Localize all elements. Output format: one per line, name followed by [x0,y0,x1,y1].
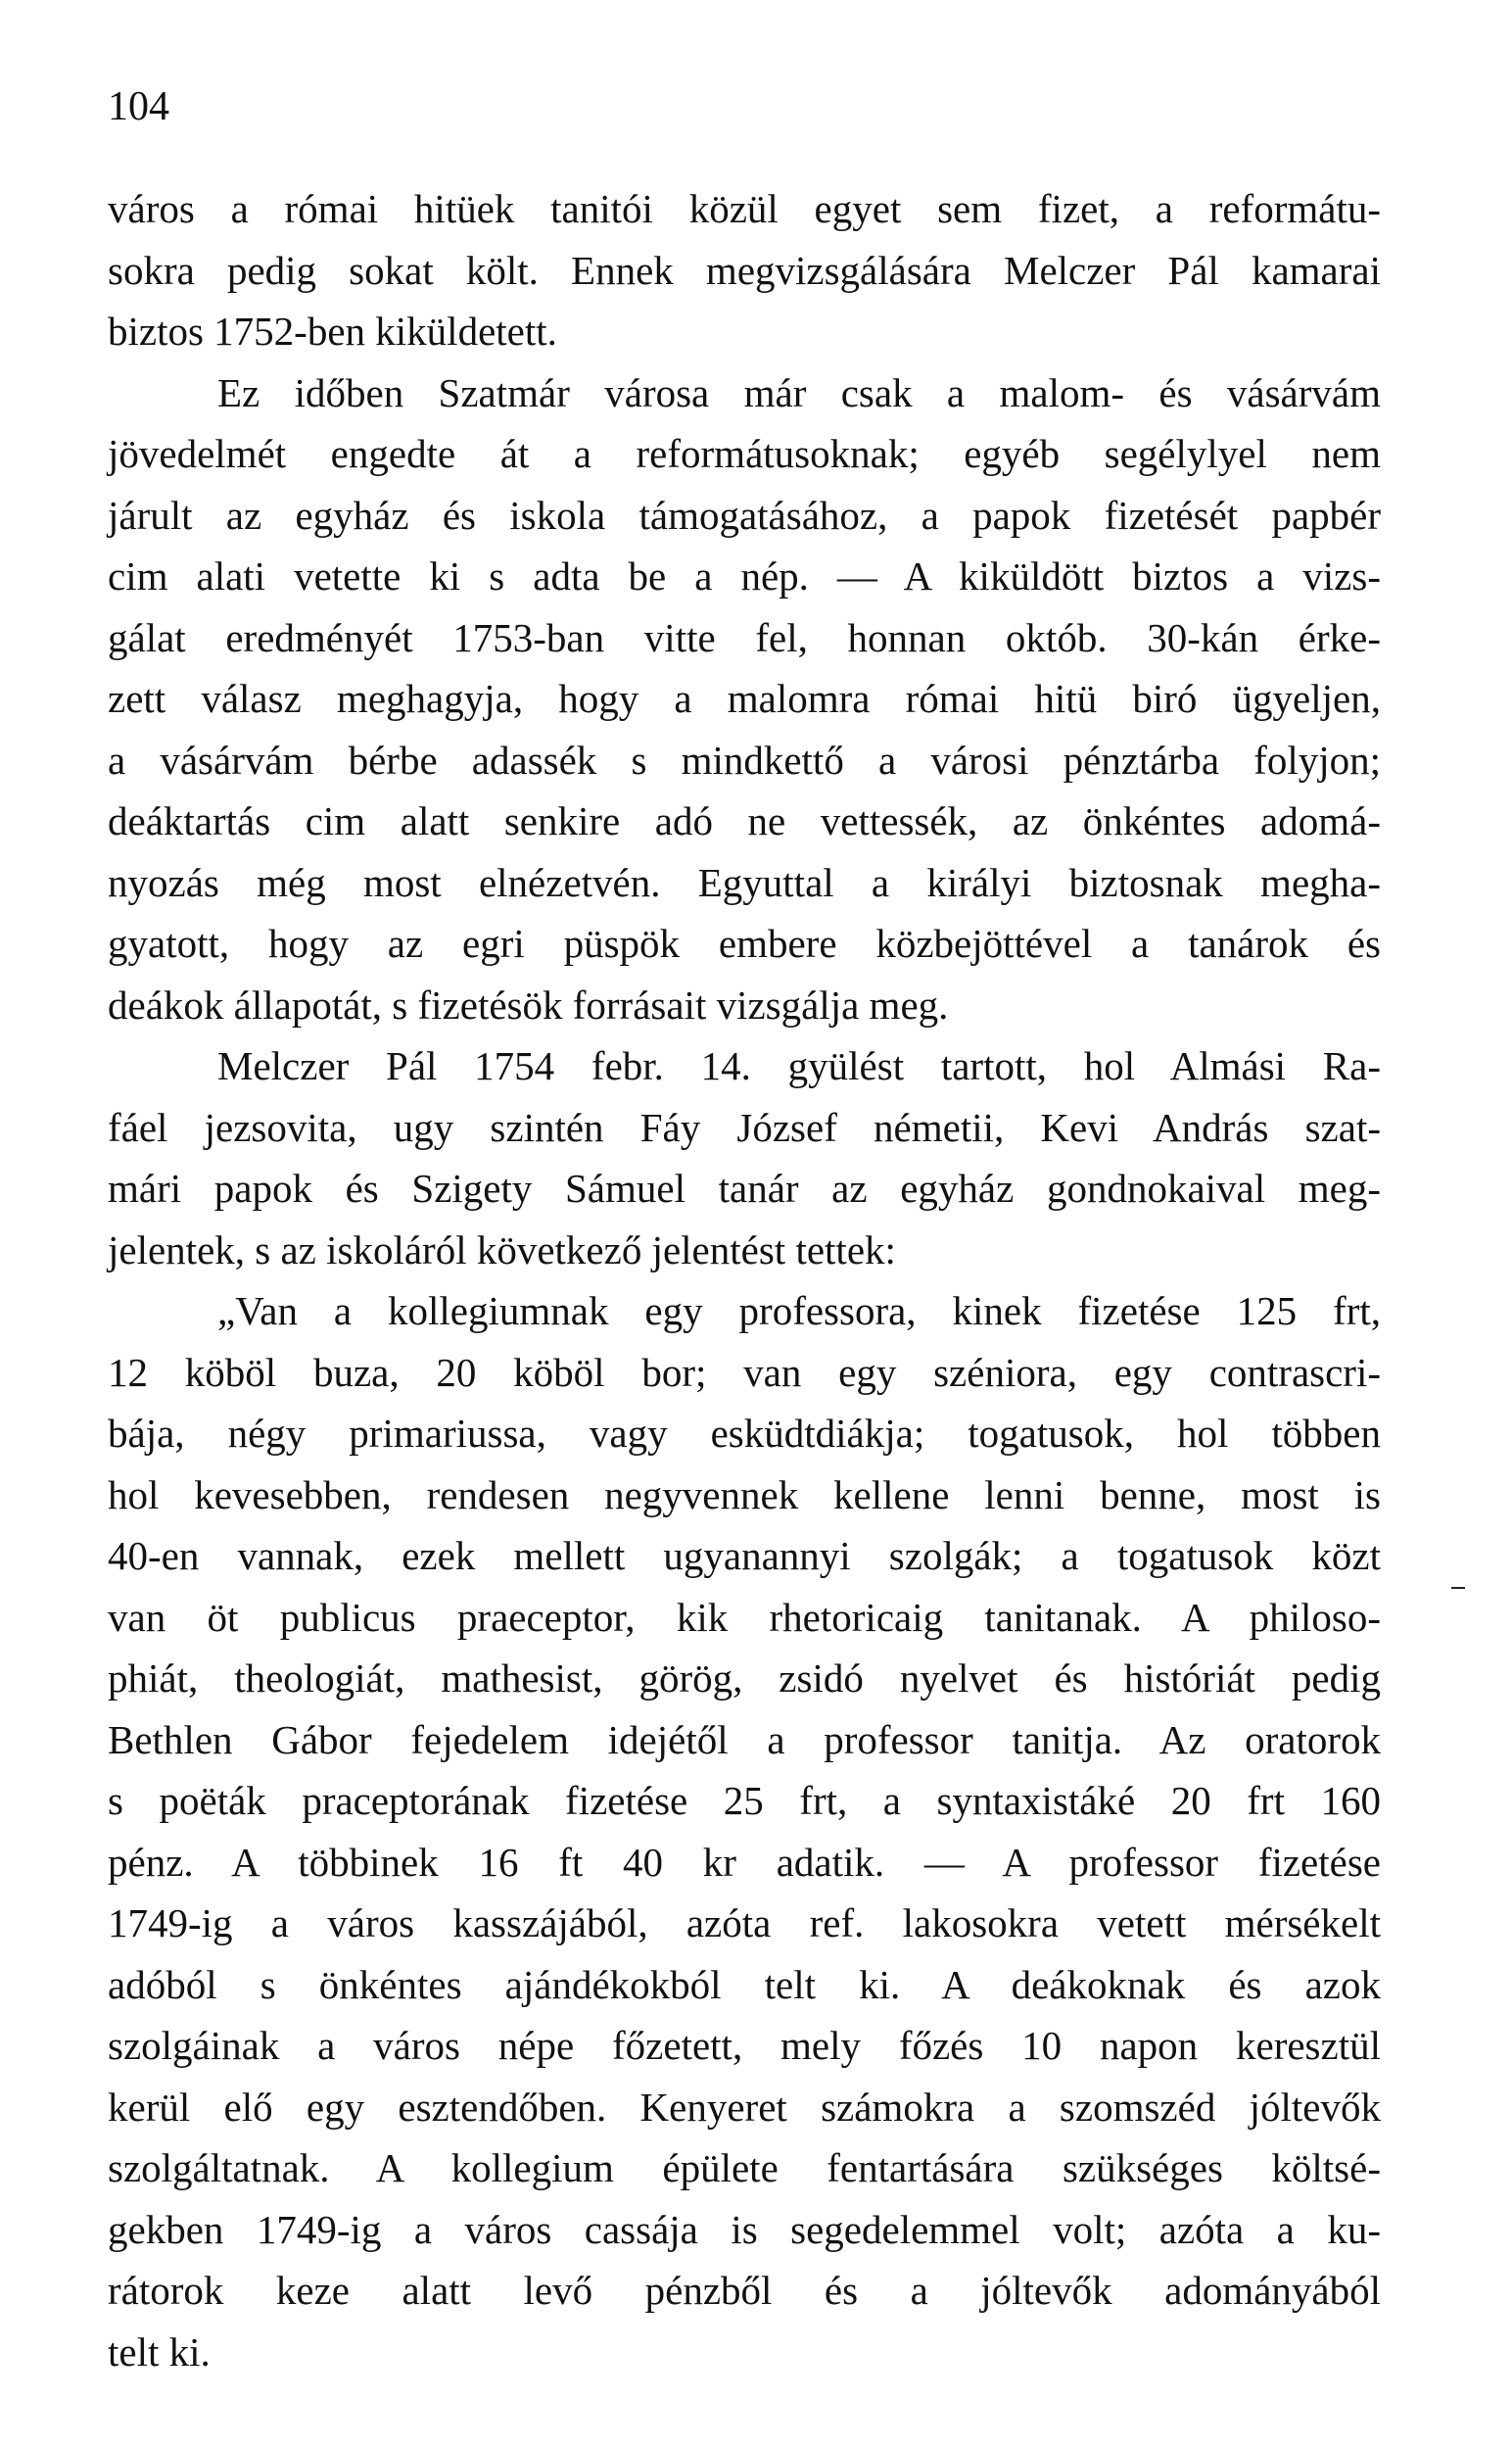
text-line: cim alati vetette ki s adta be a nép. — A kiküldött biztos a vizs- [108,553,1381,599]
text-line: Ez időben Szatmár városa már csak a malom- és vásárvám [217,369,1381,415]
text-line: bája, négy primariussa, vagy esküdtdiákja; togatusok, hol többen [108,1411,1381,1456]
text-line: zett válasz meghagyja, hogy a malomra római hitü biró ügyeljen, [108,676,1381,721]
text-line: kerül elő egy esztendőben. Kenyeret számokra a szomszéd jóltevők [108,2084,1381,2130]
text-line: szolgáinak a város népe főzetett, mely főzés 10 napon keresztül [108,2023,1381,2068]
text-line: hol kevesebben, rendesen negyvennek kellene lenni benne, most is [108,1471,1381,1517]
text-line: fáel jezsovita, ugy szintén Fáy József németii, Kevi András szat- [108,1104,1381,1150]
text-line: járult az egyház és iskola támogatásához, a papok fizetését papbér [108,492,1381,538]
text-line: biztos 1752-ben kiküldetett. [108,309,557,354]
text-line: mári papok és Szigety Sámuel tanár az egyház gondnokaival meg- [108,1166,1381,1211]
text-block [108,178,1381,2382]
text-line: gyatott, hogy az egri püspök embere közbejöttével a tanárok és [108,921,1381,966]
text-line: deákok állapotát, s fizetésök forrásait vizsgálja meg. [108,982,949,1028]
text-line: jelentek, s az iskoláról következő jelentést tettek: [108,1226,896,1272]
text-line: város a római hitüek tanitói közül egyet sem fizet, a reformátu- [108,186,1381,231]
text-line: jövedelmét engedte át a reformátusoknak; egyéb segélylyel nem [108,431,1381,476]
text-line: Bethlen Gábor fejedelem idejétől a professor tanitja. Az oratorok [108,1716,1381,1762]
text-line: rátorok keze alatt levő pénzből és a jóltevők adományából [108,2268,1381,2313]
text-line: telt ki. [108,2328,211,2374]
text-line: „Van a kollegiumnak egy professora, kinek fizetése 125 frt, [217,1288,1381,1333]
text-line: gekben 1749-ig a város cassája is segedelemmel volt; azóta a ku- [108,2206,1381,2252]
text-line: van öt publicus praeceptor, kik rhetoricaig tanitanak. A philoso- [108,1594,1381,1640]
text-line: adóból s önkéntes ajándékokból telt ki. A deákoknak és azok [108,1961,1381,2007]
text-line: szolgáltatnak. A kollegium épülete fentartására szükséges költsé- [108,2145,1381,2190]
page-number: 104 [108,84,169,129]
text-line: 40-en vannak, ezek mellett ugyanannyi szolgák; a togatusok közt [108,1533,1381,1578]
text-line: deáktartás cim alatt senkire adó ne vettessék, az önkéntes adomá- [108,798,1381,843]
text-line: 1749-ig a város kasszájából, azóta ref. lakosokra vetett mérsékelt [108,1900,1381,1945]
text-line: phiát, theologiát, mathesist, görög, zsidó nyelvet és históriát pedig [108,1655,1381,1701]
margin-mark [1451,1587,1465,1589]
text-line: 12 köböl buza, 20 köböl bor; van egy széniora, egy contrascri- [108,1349,1381,1395]
text-line: Melczer Pál 1754 febr. 14. gyülést tartott, hol Almási Ra- [217,1043,1381,1088]
text-line: a vásárvám bérbe adassék s mindkettő a városi pénztárba folyjon; [108,737,1381,783]
text-line: s poëták praceptorának fizetése 25 frt, a syntaxistáké 20 frt 160 [108,1778,1381,1823]
text-line: gálat eredményét 1753-ban vitte fel, honnan októb. 30-kán érke- [108,614,1381,660]
text-line: nyozás még most elnézetvén. Egyuttal a királyi biztosnak megha- [108,859,1381,905]
text-line: pénz. A többinek 16 ft 40 kr adatik. — A professor fizetése [108,1839,1381,1885]
text-line: sokra pedig sokat költ. Ennek megvizsgálására Melczer Pál kamarai [108,247,1381,293]
